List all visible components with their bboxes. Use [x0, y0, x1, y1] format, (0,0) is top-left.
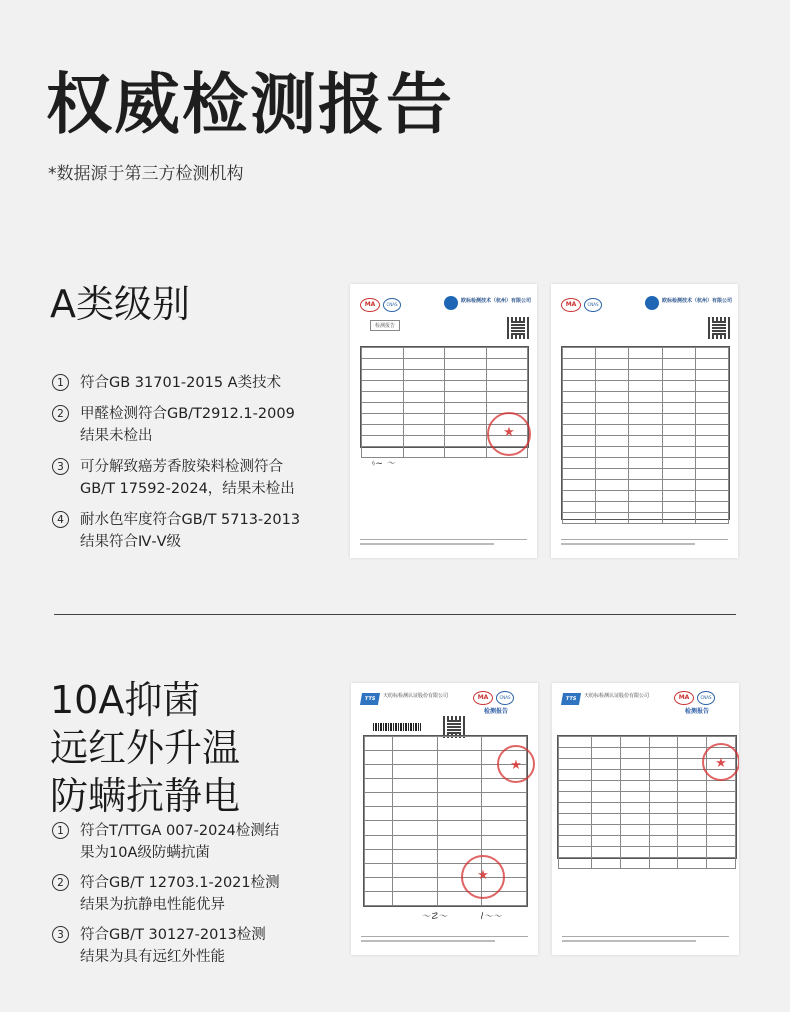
red-stamp-icon — [461, 855, 505, 899]
list-item — [52, 403, 320, 447]
eu-logo-icon — [645, 296, 659, 310]
signature-icon: ⌇〜〜 — [479, 912, 502, 922]
report-footer — [561, 539, 728, 550]
tts-logo-icon: TTS — [360, 693, 380, 705]
section-b-title — [50, 676, 240, 820]
list-item — [52, 456, 320, 500]
ma-mark-icon: MA — [561, 298, 581, 312]
qr-code-icon — [507, 317, 529, 339]
section-a-list — [52, 372, 320, 553]
list-item — [52, 509, 320, 553]
lab-name: 天纺标检测认证股份有限公司 — [383, 693, 449, 699]
list-item-text: 符合T/TTGA 007-2024检测结果为10A级防螨抗菌 — [80, 823, 280, 861]
list-item — [52, 820, 285, 864]
list-item-text: 甲醛检测符合GB/T2912.1-2009结果未检出 — [80, 406, 295, 444]
red-stamp-icon — [487, 412, 531, 456]
item-number-badge: 1 — [52, 374, 69, 391]
ma-mark-icon: MA — [473, 691, 493, 705]
report-label: 检测报告 — [370, 320, 400, 331]
list-item-text: 符合GB/T 12703.1-2021检测结果为抗静电性能优异 — [80, 875, 280, 913]
barcode-icon — [373, 723, 421, 731]
item-number-badge: 2 — [52, 405, 69, 422]
section-b-list — [52, 820, 285, 968]
report-header — [561, 294, 733, 316]
report-image-b2 — [552, 683, 739, 955]
red-stamp-icon — [497, 745, 535, 783]
item-number-badge: 3 — [52, 458, 69, 475]
section-a-title: A类级别 — [50, 282, 190, 326]
signature-icon: 〜☡〜 — [421, 912, 448, 922]
report-footer — [361, 936, 528, 947]
lab-name: 天纺标检测认证股份有限公司 — [584, 693, 650, 699]
report-table — [561, 346, 730, 520]
section-b-title-line: 远红外升温 — [50, 726, 241, 770]
item-number-badge: 2 — [52, 874, 69, 891]
cnas-mark-icon: CNAS — [584, 298, 602, 312]
ma-mark-icon: MA — [360, 298, 380, 312]
list-item — [52, 872, 285, 916]
qr-code-icon — [708, 317, 730, 339]
report-image-b1 — [351, 683, 538, 955]
lab-name: 欧标检测技术（杭州）有限公司 — [461, 298, 532, 304]
eu-logo-icon — [444, 296, 458, 310]
item-number-badge: 4 — [52, 511, 69, 528]
report-image-a1 — [350, 284, 537, 558]
list-item — [52, 372, 320, 394]
page-title: 权威检测报告 — [46, 66, 454, 143]
section-b-title-line: 10A抑菌 — [50, 678, 201, 722]
list-item — [52, 924, 285, 968]
red-stamp-icon — [702, 743, 739, 781]
report-title: 检测报告 — [484, 708, 509, 715]
report-header — [360, 294, 532, 316]
list-item-text: 耐水色牢度符合GB/T 5713-2013结果符合Ⅳ-Ⅴ级 — [80, 512, 301, 550]
report-footer — [562, 936, 729, 947]
tts-logo-icon: TTS — [561, 693, 581, 705]
cnas-mark-icon: CNAS — [697, 691, 715, 705]
ma-mark-icon: MA — [674, 691, 694, 705]
section-b-title-line: 防螨抗静电 — [50, 774, 241, 818]
item-number-badge: 1 — [52, 822, 69, 839]
lab-name: 欧标检测技术（杭州）有限公司 — [662, 298, 733, 304]
report-image-a2 — [551, 284, 738, 558]
section-divider — [54, 614, 736, 615]
list-item-text: 可分解致癌芳香胺染料检测符合GB/T 17592-2024，结果未检出 — [80, 459, 295, 497]
cnas-mark-icon: CNAS — [496, 691, 514, 705]
report-title: 检测报告 — [685, 708, 710, 715]
item-number-badge: 3 — [52, 926, 69, 943]
signature-icon: ᛃ~ 〜 — [370, 459, 395, 469]
list-item-text: 符合GB/T 30127-2013检测结果为具有远红外性能 — [80, 927, 266, 965]
list-item-text: 符合GB 31701-2015 A类技术 — [80, 375, 282, 391]
cnas-mark-icon: CNAS — [383, 298, 401, 312]
report-footer — [360, 539, 527, 550]
page-subtitle: *数据源于第三方检测机构 — [48, 164, 244, 184]
